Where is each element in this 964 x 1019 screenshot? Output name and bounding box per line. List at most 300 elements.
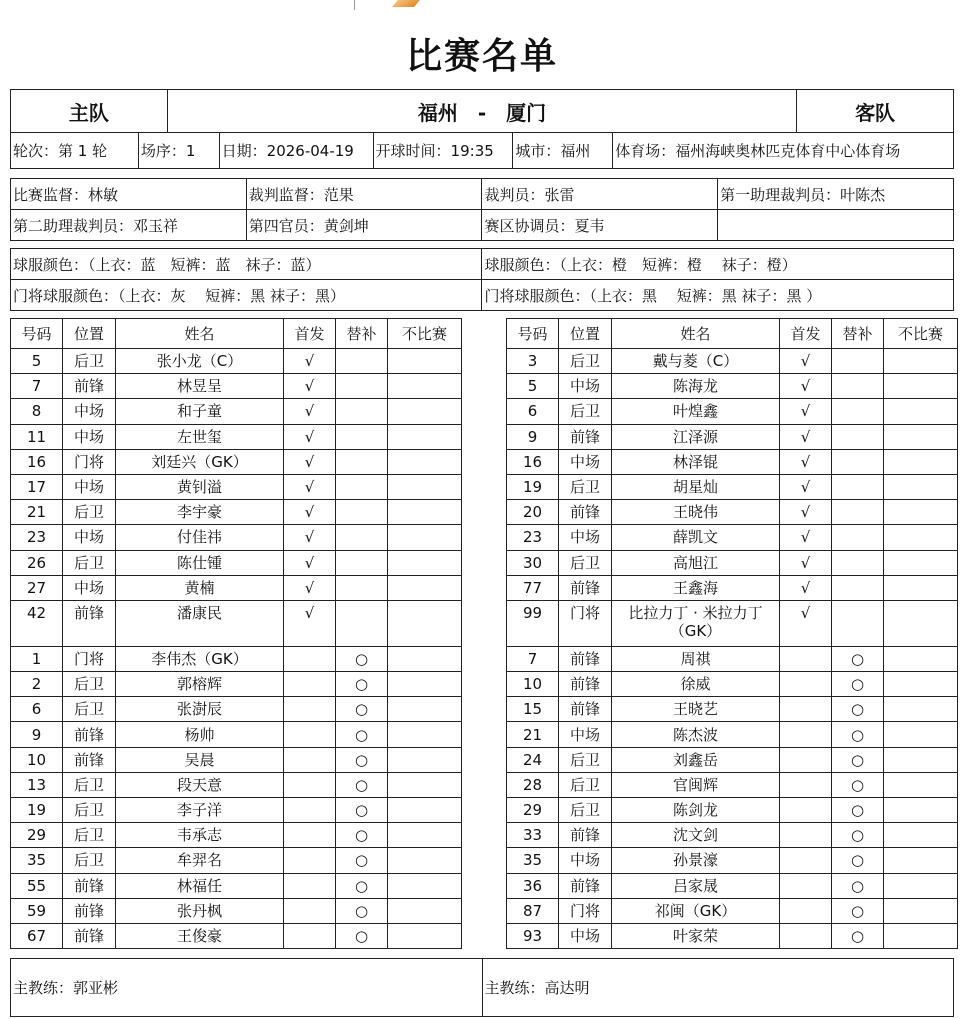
away-col-sub: 替补	[832, 319, 884, 349]
away-player-starter	[780, 747, 832, 772]
home-player-number: 10	[11, 747, 63, 772]
away-player-sub: ○	[832, 923, 884, 948]
column-gap	[462, 349, 507, 374]
away-player-sub	[832, 424, 884, 449]
away-player-dnp	[884, 823, 958, 848]
home-player-name: 潘康民	[116, 600, 284, 646]
away-player-name: 王鑫海	[612, 575, 780, 600]
away-player-dnp	[884, 525, 958, 550]
home-player-number: 55	[11, 873, 63, 898]
away-player-sub: ○	[832, 672, 884, 697]
home-player-sub: ○	[336, 772, 388, 797]
away-player-dnp	[884, 747, 958, 772]
home-player-dnp	[388, 600, 462, 646]
column-gap	[462, 898, 507, 923]
away-player-dnp	[884, 722, 958, 747]
home-player-starter: √	[284, 550, 336, 575]
home-player-starter: √	[284, 600, 336, 646]
away-player-number: 21	[507, 722, 559, 747]
home-player-number: 26	[11, 550, 63, 575]
column-gap	[462, 798, 507, 823]
away-player-sub	[832, 449, 884, 474]
away-player-name: 官闽辉	[612, 772, 780, 797]
home-player-dnp	[388, 399, 462, 424]
home-player-starter	[284, 898, 336, 923]
away-player-dnp	[884, 772, 958, 797]
home-player-sub	[336, 449, 388, 474]
home-player-name: 林昱呈	[116, 374, 284, 399]
away-player-number: 77	[507, 575, 559, 600]
home-player-starter	[284, 747, 336, 772]
home-player-dnp	[388, 646, 462, 671]
away-player-position: 中场	[559, 923, 612, 948]
away-player-dnp	[884, 672, 958, 697]
away-player-dnp	[884, 646, 958, 671]
away-player-sub: ○	[832, 898, 884, 923]
home-player-name: 杨帅	[116, 722, 284, 747]
home-col-dnp: 不比赛	[388, 319, 462, 349]
table-row	[11, 399, 958, 424]
home-player-position: 前锋	[63, 898, 116, 923]
top-divider-line	[354, 0, 355, 10]
away-player-name: 陈杰波	[612, 722, 780, 747]
home-player-number: 7	[11, 374, 63, 399]
home-player-starter	[284, 722, 336, 747]
home-player-dnp	[388, 550, 462, 575]
home-player-name: 张丹枫	[116, 898, 284, 923]
away-player-starter	[780, 722, 832, 747]
away-player-position: 门将	[559, 898, 612, 923]
away-player-position: 后卫	[559, 349, 612, 374]
column-gap	[462, 500, 507, 525]
home-player-dnp	[388, 772, 462, 797]
away-team-label: 客队	[797, 90, 954, 133]
home-player-number: 6	[11, 697, 63, 722]
home-player-position: 后卫	[63, 697, 116, 722]
away-player-dnp	[884, 848, 958, 873]
home-player-starter: √	[284, 399, 336, 424]
stadium-field: 体育场：福州海峡奥林匹克体育中心体育场	[613, 133, 954, 169]
home-player-sub	[336, 474, 388, 499]
home-player-name: 吴晨	[116, 747, 284, 772]
home-player-starter: √	[284, 449, 336, 474]
away-player-sub	[832, 575, 884, 600]
table-row	[11, 722, 958, 747]
away-player-number: 28	[507, 772, 559, 797]
home-player-number: 35	[11, 848, 63, 873]
away-player-starter	[780, 772, 832, 797]
table-row	[11, 747, 958, 772]
away-player-number: 20	[507, 500, 559, 525]
column-gap	[462, 319, 507, 349]
home-player-number: 2	[11, 672, 63, 697]
away-player-dnp	[884, 600, 958, 646]
home-player-dnp	[388, 798, 462, 823]
column-gap	[462, 525, 507, 550]
home-player-position: 后卫	[63, 349, 116, 374]
home-col-number: 号码	[11, 319, 63, 349]
away-player-sub	[832, 374, 884, 399]
away-player-dnp	[884, 424, 958, 449]
away-player-position: 中场	[559, 525, 612, 550]
away-player-sub	[832, 550, 884, 575]
away-player-dnp	[884, 550, 958, 575]
home-player-position: 中场	[63, 525, 116, 550]
away-player-number: 35	[507, 848, 559, 873]
away-player-starter: √	[780, 399, 832, 424]
match-info	[10, 132, 954, 169]
away-player-position: 前锋	[559, 424, 612, 449]
column-gap	[462, 600, 507, 646]
home-player-sub: ○	[336, 798, 388, 823]
away-player-starter	[780, 898, 832, 923]
home-player-number: 11	[11, 424, 63, 449]
home-player-starter	[284, 798, 336, 823]
table-row	[11, 923, 958, 948]
away-player-starter: √	[780, 374, 832, 399]
table-row	[11, 823, 958, 848]
away-player-name: 陈海龙	[612, 374, 780, 399]
date-field: 日期：2026-04-19	[219, 133, 373, 169]
home-player-position: 后卫	[63, 798, 116, 823]
home-player-number: 42	[11, 600, 63, 646]
home-player-starter	[284, 697, 336, 722]
away-player-name: 高旭江	[612, 550, 780, 575]
table-row	[11, 772, 958, 797]
away-player-position: 后卫	[559, 550, 612, 575]
away-player-starter	[780, 923, 832, 948]
away-player-dnp	[884, 873, 958, 898]
home-player-position: 前锋	[63, 722, 116, 747]
away-player-starter	[780, 848, 832, 873]
away-player-dnp	[884, 923, 958, 948]
home-col-position: 位置	[63, 319, 116, 349]
home-player-dnp	[388, 873, 462, 898]
home-player-sub	[336, 600, 388, 646]
away-player-starter: √	[780, 525, 832, 550]
fourth-official: 第四官员：黄剑坤	[246, 210, 482, 241]
away-player-number: 9	[507, 424, 559, 449]
home-player-sub: ○	[336, 923, 388, 948]
table-row	[11, 848, 958, 873]
home-player-position: 后卫	[63, 848, 116, 873]
home-player-dnp	[388, 424, 462, 449]
home-player-starter	[284, 823, 336, 848]
away-player-number: 6	[507, 399, 559, 424]
home-player-name: 张小龙（C）	[116, 349, 284, 374]
away-player-sub	[832, 399, 884, 424]
home-player-starter: √	[284, 525, 336, 550]
home-player-name: 付佳祎	[116, 525, 284, 550]
home-player-sub	[336, 525, 388, 550]
away-player-position: 后卫	[559, 474, 612, 499]
away-player-name: 戴与菱（C）	[612, 349, 780, 374]
away-player-position: 后卫	[559, 747, 612, 772]
away-player-position: 后卫	[559, 772, 612, 797]
home-player-position: 后卫	[63, 550, 116, 575]
home-player-starter: √	[284, 374, 336, 399]
home-player-sub	[336, 575, 388, 600]
away-player-starter: √	[780, 575, 832, 600]
home-player-sub: ○	[336, 697, 388, 722]
home-player-number: 1	[11, 646, 63, 671]
away-player-name: 孙景濠	[612, 848, 780, 873]
away-player-position: 前锋	[559, 873, 612, 898]
away-player-number: 30	[507, 550, 559, 575]
home-player-dnp	[388, 923, 462, 948]
away-player-starter: √	[780, 500, 832, 525]
table-row	[11, 575, 958, 600]
home-player-name: 黄楠	[116, 575, 284, 600]
away-player-position: 前锋	[559, 823, 612, 848]
home-player-number: 8	[11, 399, 63, 424]
home-player-sub	[336, 399, 388, 424]
home-player-name: 黄钊溢	[116, 474, 284, 499]
column-gap	[462, 374, 507, 399]
home-player-name: 李伟杰（GK）	[116, 646, 284, 671]
away-player-dnp	[884, 798, 958, 823]
assistant-referee-2: 第二助理裁判员：邓玉祥	[11, 210, 247, 241]
away-player-sub	[832, 600, 884, 646]
home-player-number: 9	[11, 722, 63, 747]
away-player-name: 林泽锟	[612, 449, 780, 474]
column-gap	[462, 923, 507, 948]
away-player-dnp	[884, 697, 958, 722]
away-player-starter: √	[780, 449, 832, 474]
home-player-dnp	[388, 672, 462, 697]
away-player-position: 后卫	[559, 399, 612, 424]
home-player-sub: ○	[336, 898, 388, 923]
away-player-number: 36	[507, 873, 559, 898]
home-player-starter	[284, 873, 336, 898]
away-player-sub: ○	[832, 798, 884, 823]
away-player-starter: √	[780, 349, 832, 374]
assistant-referee-1: 第一助理裁判员：叶陈杰	[718, 179, 954, 210]
home-player-position: 后卫	[63, 500, 116, 525]
away-col-dnp: 不比赛	[884, 319, 958, 349]
column-gap	[462, 697, 507, 722]
away-player-starter	[780, 646, 832, 671]
away-player-dnp	[884, 374, 958, 399]
home-player-sub: ○	[336, 848, 388, 873]
away-player-number: 19	[507, 474, 559, 499]
home-kit: 球服颜色：（上衣：蓝 短裤：蓝 袜子：蓝）	[11, 249, 482, 280]
away-player-sub: ○	[832, 747, 884, 772]
away-player-number: 29	[507, 798, 559, 823]
city-field: 城市：福州	[513, 133, 613, 169]
away-player-number: 5	[507, 374, 559, 399]
away-player-number: 99	[507, 600, 559, 646]
away-head-coach: 主教练：高达明	[482, 959, 954, 1017]
column-gap	[462, 449, 507, 474]
table-row	[11, 374, 958, 399]
home-player-starter: √	[284, 575, 336, 600]
column-gap	[462, 672, 507, 697]
home-player-number: 17	[11, 474, 63, 499]
table-row	[11, 646, 958, 671]
away-col-name: 姓名	[612, 319, 780, 349]
officials-table	[10, 178, 954, 241]
away-player-dnp	[884, 500, 958, 525]
home-col-sub: 替补	[336, 319, 388, 349]
column-gap	[462, 575, 507, 600]
away-player-position: 中场	[559, 374, 612, 399]
home-col-name: 姓名	[116, 319, 284, 349]
home-player-sub: ○	[336, 672, 388, 697]
match-teams: 福州 - 厦门	[167, 90, 796, 133]
away-player-name: 徐威	[612, 672, 780, 697]
away-player-name: 叶煌鑫	[612, 399, 780, 424]
table-row	[11, 697, 958, 722]
home-player-starter	[284, 923, 336, 948]
away-player-name: 刘鑫岳	[612, 747, 780, 772]
home-player-position: 后卫	[63, 823, 116, 848]
column-gap	[462, 848, 507, 873]
home-player-dnp	[388, 500, 462, 525]
referee-supervisor: 裁判监督：范果	[246, 179, 482, 210]
home-player-dnp	[388, 449, 462, 474]
home-player-name: 李子洋	[116, 798, 284, 823]
home-player-sub: ○	[336, 722, 388, 747]
away-gk-kit: 门将球服颜色：（上衣：黑 短裤：黑 袜子：黑 ）	[482, 280, 954, 311]
home-player-position: 中场	[63, 474, 116, 499]
home-head-coach: 主教练：郭亚彬	[11, 959, 483, 1017]
column-gap	[462, 873, 507, 898]
away-player-position: 后卫	[559, 798, 612, 823]
away-player-number: 23	[507, 525, 559, 550]
away-player-position: 中场	[559, 848, 612, 873]
away-player-name: 吕家晟	[612, 873, 780, 898]
home-player-position: 门将	[63, 449, 116, 474]
away-player-starter	[780, 823, 832, 848]
away-player-dnp	[884, 349, 958, 374]
home-player-number: 16	[11, 449, 63, 474]
home-player-name: 林福任	[116, 873, 284, 898]
home-player-dnp	[388, 474, 462, 499]
home-player-name: 郭榕辉	[116, 672, 284, 697]
home-player-sub	[336, 374, 388, 399]
away-player-name: 胡星灿	[612, 474, 780, 499]
away-player-starter	[780, 697, 832, 722]
home-player-sub	[336, 424, 388, 449]
away-player-number: 15	[507, 697, 559, 722]
home-player-position: 门将	[63, 646, 116, 671]
home-player-sub: ○	[336, 873, 388, 898]
away-player-starter: √	[780, 474, 832, 499]
away-player-sub	[832, 474, 884, 499]
away-player-sub: ○	[832, 697, 884, 722]
home-player-name: 牟羿名	[116, 848, 284, 873]
away-player-position: 中场	[559, 449, 612, 474]
table-row	[11, 474, 958, 499]
kit-colors	[10, 248, 954, 311]
table-row	[11, 672, 958, 697]
away-player-sub: ○	[832, 646, 884, 671]
home-player-position: 前锋	[63, 873, 116, 898]
home-player-name: 刘廷兴（GK）	[116, 449, 284, 474]
home-player-starter: √	[284, 500, 336, 525]
match-supervisor: 比赛监督：林敏	[11, 179, 247, 210]
away-player-starter	[780, 672, 832, 697]
home-player-dnp	[388, 848, 462, 873]
away-col-starter: 首发	[780, 319, 832, 349]
home-player-number: 67	[11, 923, 63, 948]
home-player-name: 张澍辰	[116, 697, 284, 722]
away-player-starter: √	[780, 550, 832, 575]
home-player-dnp	[388, 898, 462, 923]
home-player-position: 前锋	[63, 374, 116, 399]
away-player-sub: ○	[832, 873, 884, 898]
column-gap	[462, 722, 507, 747]
away-player-sub: ○	[832, 722, 884, 747]
home-col-starter: 首发	[284, 319, 336, 349]
away-player-number: 93	[507, 923, 559, 948]
away-player-number: 3	[507, 349, 559, 374]
away-player-sub: ○	[832, 772, 884, 797]
home-player-position: 后卫	[63, 772, 116, 797]
home-player-starter: √	[284, 474, 336, 499]
away-player-position: 前锋	[559, 646, 612, 671]
away-player-name: 沈文剑	[612, 823, 780, 848]
home-player-sub: ○	[336, 747, 388, 772]
away-col-number: 号码	[507, 319, 559, 349]
away-player-number: 33	[507, 823, 559, 848]
home-player-name: 段天意	[116, 772, 284, 797]
away-player-starter: √	[780, 424, 832, 449]
column-gap	[462, 399, 507, 424]
home-player-dnp	[388, 823, 462, 848]
home-player-position: 中场	[63, 424, 116, 449]
away-player-position: 前锋	[559, 697, 612, 722]
home-player-sub	[336, 349, 388, 374]
page-title: 比赛名单	[405, 36, 558, 77]
home-team-label: 主队	[11, 90, 168, 133]
away-player-dnp	[884, 474, 958, 499]
home-player-sub	[336, 500, 388, 525]
table-row	[11, 525, 958, 550]
away-player-dnp	[884, 898, 958, 923]
home-player-position: 前锋	[63, 923, 116, 948]
away-player-position: 中场	[559, 722, 612, 747]
table-row	[11, 600, 958, 646]
home-player-number: 59	[11, 898, 63, 923]
away-player-name: 叶家荣	[612, 923, 780, 948]
away-col-position: 位置	[559, 319, 612, 349]
table-row	[11, 550, 958, 575]
away-player-name: 薛凯文	[612, 525, 780, 550]
away-player-sub	[832, 525, 884, 550]
away-player-name: 江泽源	[612, 424, 780, 449]
column-gap	[462, 772, 507, 797]
away-player-name: 王晓艺	[612, 697, 780, 722]
away-player-sub: ○	[832, 848, 884, 873]
home-player-position: 中场	[63, 575, 116, 600]
away-player-dnp	[884, 399, 958, 424]
venue-coordinator: 赛区协调员：夏韦	[482, 210, 718, 241]
home-player-name: 王俊豪	[116, 923, 284, 948]
away-player-name: 周祺	[612, 646, 780, 671]
home-player-name: 韦承志	[116, 823, 284, 848]
away-player-sub	[832, 500, 884, 525]
column-gap	[462, 474, 507, 499]
home-player-sub: ○	[336, 646, 388, 671]
match-header	[10, 89, 954, 133]
away-player-dnp	[884, 449, 958, 474]
home-player-number: 5	[11, 349, 63, 374]
table-row	[11, 449, 958, 474]
away-player-starter	[780, 873, 832, 898]
home-player-position: 前锋	[63, 600, 116, 646]
